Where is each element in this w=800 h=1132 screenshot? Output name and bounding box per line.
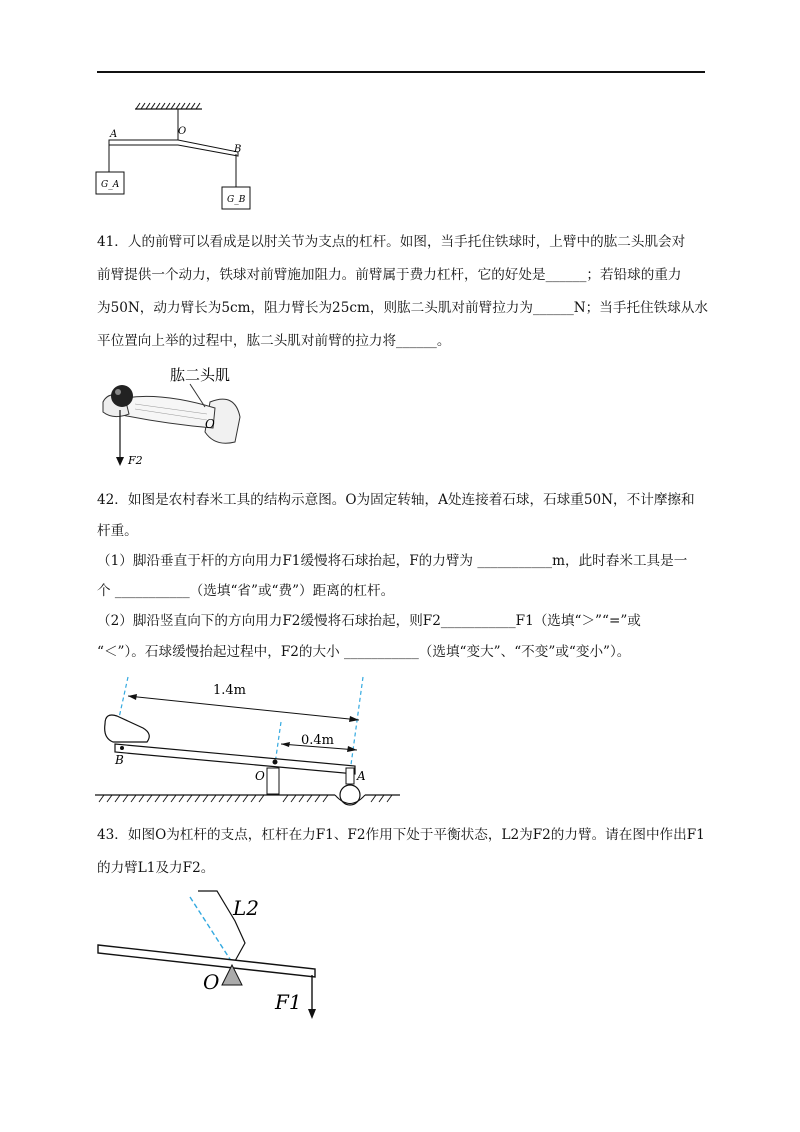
header-rule xyxy=(97,71,705,73)
question-41-line-2: 前臂提供一个动力，铁球对前臂施加阻力。前臂属于费力杠杆，它的好处是______；若铅球的重力 xyxy=(97,267,682,283)
label-a: A xyxy=(357,769,366,783)
force-label-f2: F2 xyxy=(128,454,143,467)
label-o: O xyxy=(178,126,187,137)
question-42-line-2: 杆重。 xyxy=(97,523,138,539)
question-41-line-3: 为50N，动力臂长为5cm，阻力臂长为25cm，则肱二头肌对前臂拉力为______N；当手托住铁球从水 xyxy=(97,300,709,316)
label-o: O xyxy=(255,769,265,783)
pivot-label-o: O xyxy=(205,417,215,431)
label-f1: F1 xyxy=(275,990,302,1014)
weight-gb: G_B xyxy=(227,195,246,205)
question-42-line-1: 42．如图是农村舂米工具的结构示意图。O为固定转轴，A处连接着石球，石球重50N，不计摩擦和 xyxy=(97,492,695,508)
figure-lever-weights xyxy=(90,100,270,215)
question-43-line-1: 43．如图O为杠杆的支点，杠杆在力F1、F2作用下处于平衡状态，L2为F2的力臂。请在图中作出F1 xyxy=(97,827,705,843)
figure-rice-pounder xyxy=(95,672,405,807)
weight-ga: G_A xyxy=(101,180,120,190)
question-42-line-5: （2）脚沿竖直向下的方向用力F2缓慢将石球抬起，则F2___________F1（选填“＞”“=”或 xyxy=(97,613,641,629)
question-42-line-6: “＜”）。石球缓慢抬起过程中，F2的大小 ___________（选填“变大”、“不变”或“变小”）。 xyxy=(97,644,631,660)
muscle-label: 肱二头肌 xyxy=(170,366,231,384)
question-41-line-4: 平位置向上举的过程中，肱二头肌对前臂的拉力将______。 xyxy=(97,333,451,349)
question-42-line-4: 个 ___________（选填“省”或“费”）距离的杠杆。 xyxy=(97,583,395,599)
label-b: B xyxy=(234,144,242,155)
question-42-line-3: （1）脚沿垂直于杆的方向用力F1缓慢将石球抬起，F的力臂为 ___________m，此时舂米工具是一 xyxy=(97,553,688,569)
question-41-line-1: 41．人的前臂可以看成是以肘关节为支点的杠杆。如图，当手托住铁球时，上臂中的肱二头肌会对 xyxy=(97,234,686,250)
label-a: A xyxy=(110,129,118,140)
question-43-line-2: 的力臂L1及力F2。 xyxy=(97,860,215,876)
figure-forearm xyxy=(95,362,255,472)
figure-lever-l2 xyxy=(95,885,330,1025)
label-l2: L2 xyxy=(233,896,260,920)
length-label-1-4m: 1.4m xyxy=(213,683,247,698)
length-label-0-4m: 0.4m xyxy=(301,733,335,748)
label-b: B xyxy=(115,753,124,767)
label-o: O xyxy=(203,970,220,994)
